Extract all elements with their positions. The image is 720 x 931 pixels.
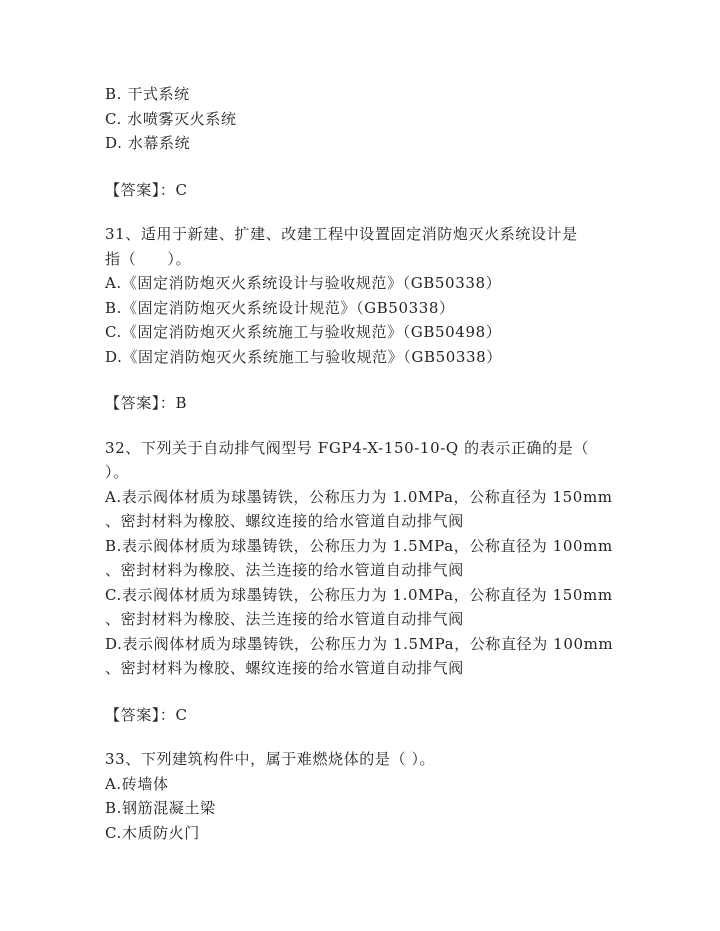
option-a: A.表示阀体材质为球墨铸铁，公称压力为 1.0MPa，公称直径为 150mm [105,487,613,506]
option-a-cont: 、密封材料为橡胶、螺纹连接的给水管道自动排气阀 [105,512,464,530]
option-c: C.表示阀体材质为球墨铸铁，公称压力为 1.0MPa，公称直径为 150mm [105,585,613,604]
document-page [105,82,625,865]
option-a: A.《固定消防炮灭火系统设计与验收规范》（GB50338） [105,274,502,292]
option-c: C.木质防火门 [105,823,200,842]
option-d: D. 水幕系统 [105,134,191,152]
question-31 [105,222,625,369]
question-stem: 32、下列关于自动排气阀型号 FGP4-X-150-10-Q 的表示正确的是（ [105,438,589,457]
answer-32: 【答案】：C [105,705,188,724]
question-33 [105,747,625,845]
option-c: C. 水喷雾灭火系统 [105,109,237,128]
question-stem: 指（ ）。 [105,249,192,268]
answer-30: 【答案】：C [105,180,188,199]
option-c-cont: 、密封材料为橡胶、法兰连接的给水管道自动排气阀 [105,610,464,628]
question-stem: 33、下列建筑构件中，属于难燃烧体的是（ ）。 [105,750,436,768]
question-stem: ）。 [105,463,129,481]
option-d-cont: 、密封材料为橡胶、螺纹连接的给水管道自动排气阀 [105,659,464,677]
option-c: C.《固定消防炮灭火系统施工与验收规范》（GB50498） [105,323,502,341]
option-b: B.表示阀体材质为球墨铸铁，公称压力为 1.5MPa，公称直径为 100mm [105,536,613,555]
option-b-cont: 、密封材料为橡胶、法兰连接的给水管道自动排气阀 [105,561,464,579]
option-b: B.钢筋混凝土梁 [105,799,216,817]
option-b: B.《固定消防炮灭火系统设计规范》（GB50338） [105,298,455,317]
answer-31: 【答案】：B [105,394,188,412]
question-30-options [105,82,625,156]
question-stem: 31、适用于新建、扩建、改建工程中设置固定消防炮灭火系统设计是 [105,225,578,243]
option-a: A.砖墙体 [105,774,169,793]
option-b: B. 干式系统 [105,85,190,103]
option-d: D.《固定消防炮灭火系统施工与验收规范》（GB50338） [105,347,502,366]
option-d: D.表示阀体材质为球墨铸铁，公称压力为 1.5MPa，公称直径为 100mm [105,634,614,653]
question-32 [105,436,625,681]
